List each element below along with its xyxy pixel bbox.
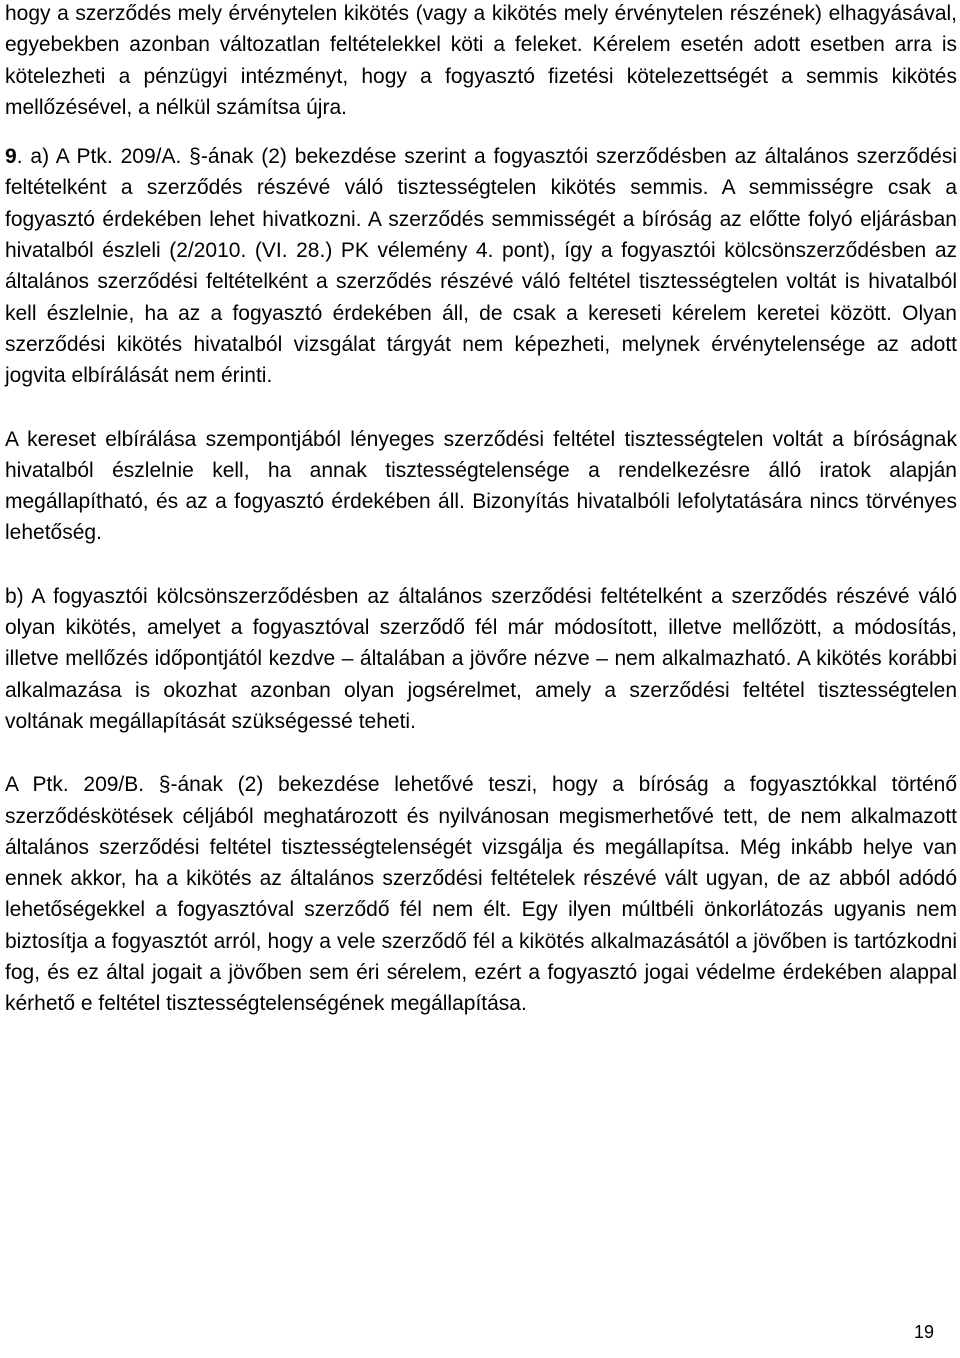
paragraph-kereset: A kereset elbírálása szempontjából lényeges szerződési feltétel tisztességtelen voltát a bíróságnak hivatalból észlelnie kell, ha annak tisztességtelensége a rendelkezésre álló iratok alapján megállapítható, és az a fogyasztó érdekében áll. Bizonyítás hivatalbóli lefolytatására nincs törvényes lehetőség.: [5, 427, 957, 545]
paragraph-section-9a: [5, 141, 957, 391]
paragraph-continuation: hogy a szerződés mely érvénytelen kikötés (vagy a kikötés mely érvénytelen részének) elhagyásával, egyebekben azonban változatlan feltételekkel köti a feleket. Kérelem esetén adott esetben arra is kötelezheti a pénzügyi intézményt, hogy a fogyasztó fizetési kötelezettségét a semmis kikötés mellőzésével, a nélkül számítsa újra.: [5, 2, 957, 119]
section-9a-text: . a) A Ptk. 209/A. §-ának (2) bekezdése szerint a fogyasztói szerződésben az általános szerződési feltételként a szerződés részévé váló tisztességtelen kikötés semmis. A semmisségre csak a fogyasztó érdekében lehet hivatkozni. A szerződés semmisségét a bíróság az előtte folyó eljárásban hivatalból észleli (2/2010. (VI. 28.) PK vélemény 4. pont), így a fogyasztói kölcsönszerződésben az általános szerződési feltételként a szerződés részévé váló feltétel tisztességtelen voltát is hivatalból kell észlelnie, ha az a fogyasztó érdekében áll, de csak a kereseti kérelem keretei között. Olyan szerződési kikötés hivatalból vizsgálat tárgyát nem képezheti, melynek érvénytelensége az adott jogvita elbírálását nem érinti.: [5, 145, 957, 388]
document-page: [5, 0, 957, 1020]
section-number: 9: [5, 145, 17, 169]
paragraph-spacer: [5, 392, 957, 424]
paragraph-spacer: [5, 737, 957, 769]
paragraph-ptk-209b: A Ptk. 209/B. §-ának (2) bekezdése lehetővé teszi, hogy a bíróság a fogyasztókkal történő szerződéskötések céljából meghatározott és nyilvánosan megismerhetővé tett, de nem alkalmazott általános szerződési feltétel tisztességtelenségét vizsgálja és megállapítsa. Még inkább helye van ennek akkor, ha a kikötés az általános szerződési feltételek részévé vált ugyan, de az abból adódó lehetőségekkel a fogyasztóval szerződő fél nem élt. Egy ilyen múltbéli önkorlátozás ugyanis nem biztosítja a fogyasztót arról, hogy a vele szerződő fél a kikötés alkalmazásától a jövőben is tartózkodni fog, és ez által jogait a jövőben sem éri sérelem, ezért a fogyasztó jogai védelme érdekében alappal kérhető e feltétel tisztességtelenségének megállapítása.: [5, 773, 957, 1016]
paragraph-section-b: b) A fogyasztói kölcsönszerződésben az általános szerződési feltételként a szerződés részévé váló olyan kikötés, amelyet a fogyasztóval szerződő fél már módosított, illetve mellőzött, a módosítás, illetve mellőzés időpontjától kezdve – általában a jövőre nézve – nem alkalmazható. A kikötés korábbi alkalmazása is okozhat azonban olyan jogsérelmet, amely a szerződési feltétel tisztességtelen voltának megállapítását szükségessé teheti.: [5, 584, 957, 733]
paragraph-spacer: [5, 123, 957, 141]
paragraph-spacer: [5, 549, 957, 581]
page-number: 19: [913, 1322, 934, 1342]
